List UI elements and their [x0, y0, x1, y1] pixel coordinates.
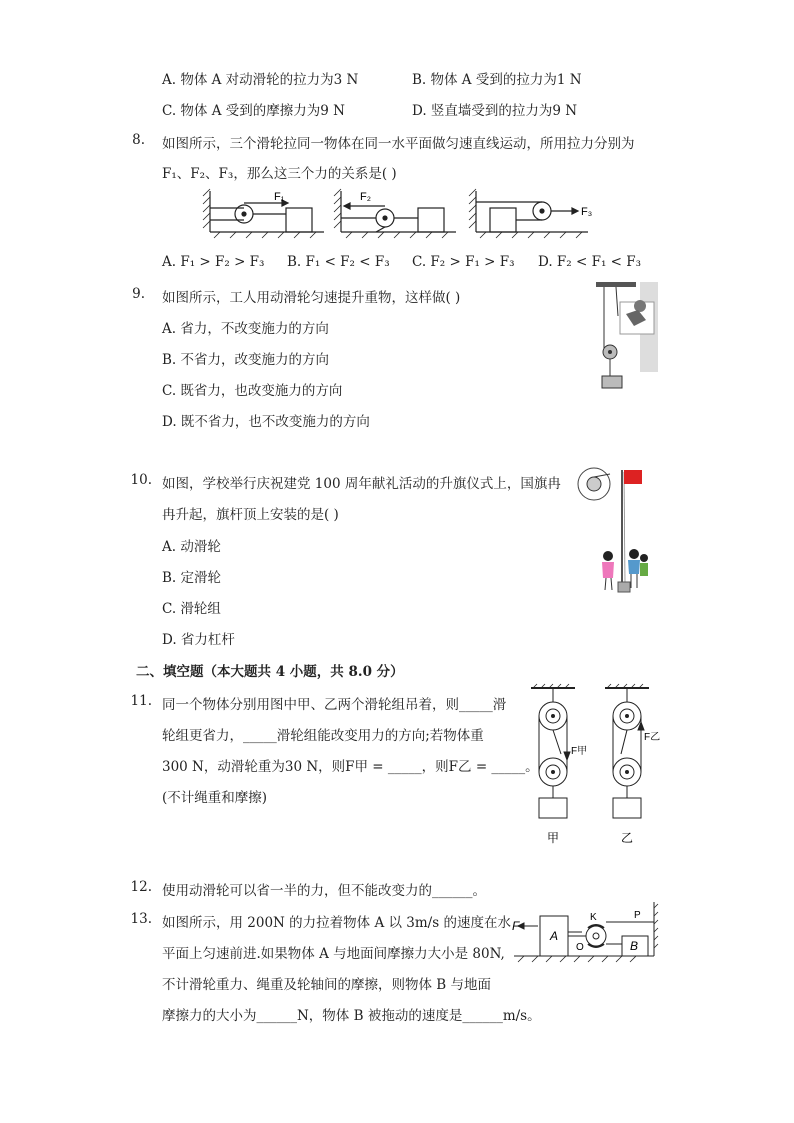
q13-stem-line3: 不计滑轮重力、绳重及轮轴间的摩擦，则物体 B 与地面 — [162, 977, 492, 993]
q11-stem-line3: 300 N，动滑轮重为30 N，则F甲 = _____，则F乙 = _____。 — [162, 759, 539, 775]
q11-stem-line4: (不计绳重和摩擦) — [162, 790, 268, 806]
q11-number: 11. — [130, 693, 152, 709]
q8-fig-label-f2: F₂ — [360, 191, 371, 203]
q13-stem-line2: 平面上匀速前进.如果物体 A 与地面间摩擦力大小是 80N, — [162, 946, 505, 962]
q10-flagpole-figure — [576, 464, 652, 596]
q8-fig-label-f1: F₁ — [274, 191, 285, 203]
q13-number: 13. — [130, 911, 152, 927]
q9-option-b: B. 不省力，改变施力的方向 — [162, 352, 330, 368]
q13-fig-label-o: O — [576, 942, 584, 953]
q7-option-a: A. 物体 A 对动滑轮的拉力为3 N — [162, 72, 359, 88]
q8-option-d: D. F₂ < F₁ < F₃ — [538, 254, 642, 270]
q10-option-c: C. 滑轮组 — [162, 601, 221, 617]
q9-option-c: C. 既省力，也改变施力的方向 — [162, 383, 343, 399]
q7-option-c: C. 物体 A 受到的摩擦力为9 N — [162, 103, 345, 119]
q13-stem-line1: 如图所示，用 200N 的力拉着物体 A 以 3m/s 的速度在水 — [162, 915, 511, 931]
q13-stem-line4: 摩擦力的大小为______N，物体 B 被拖动的速度是______m/s。 — [162, 1008, 541, 1024]
q11-fig-label-yi: 乙 — [621, 831, 634, 845]
q13-fig-label-k: K — [590, 912, 597, 923]
q10-option-a: A. 动滑轮 — [162, 539, 221, 555]
q13-pulley-figure — [508, 900, 658, 966]
q9-option-d: D. 既不省力，也不改变施力的方向 — [162, 414, 370, 430]
q8-number: 8. — [132, 132, 145, 148]
q11-fig-label-jia: 甲 — [547, 831, 560, 845]
q13-fig-label-b: B — [630, 939, 639, 953]
q10-option-d: D. 省力杠杆 — [162, 632, 235, 648]
q10-number: 10. — [130, 472, 152, 488]
q8-option-c: C. F₂ > F₁ > F₃ — [412, 254, 515, 270]
q11-fig-label-f-jia: F甲 — [571, 746, 588, 757]
q11-stem-line1: 同一个物体分别用图中甲、乙两个滑轮组吊着，则_____滑 — [162, 697, 507, 713]
q9-option-a: A. 省力，不改变施力的方向 — [162, 321, 329, 337]
q10-stem-line1: 如图，学校举行庆祝建党 100 周年献礼活动的升旗仪式上，国旗冉 — [162, 476, 561, 492]
q9-number: 9. — [132, 286, 145, 302]
q8-fig-label-f3: F₃ — [581, 206, 593, 218]
q9-stem: 如图所示，工人用动滑轮匀速提升重物，这样做( ) — [162, 290, 461, 306]
q8-stem-line2: F₁、F₂、F₃，那么这三个力的关系是( ) — [162, 166, 397, 182]
q13-fig-label-f: F — [512, 919, 520, 933]
q8-stem-line1: 如图所示，三个滑轮拉同一物体在同一水平面做匀速直线运动，所用拉力分别为 — [162, 136, 635, 152]
q13-fig-label-p: P — [634, 910, 641, 921]
q11-fig-label-f-yi: F乙 — [644, 732, 661, 743]
q10-stem-line2: 冉升起，旗杆顶上安装的是( ) — [162, 507, 339, 523]
q7-option-b: B. 物体 A 受到的拉力为1 N — [412, 72, 582, 88]
q8-figure — [200, 186, 640, 241]
q10-option-b: B. 定滑轮 — [162, 570, 222, 586]
q11-stem-line2: 轮组更省力，_____滑轮组能改变用力的方向;若物体重 — [162, 728, 484, 744]
q8-option-a: A. F₁ > F₂ > F₃ — [162, 254, 265, 270]
q8-option-b: B. F₁ < F₂ < F₃ — [287, 254, 390, 270]
q7-option-d: D. 竖直墙受到的拉力为9 N — [412, 103, 578, 119]
q9-worker-pulley-figure — [596, 280, 658, 392]
q12-stem: 使用动滑轮可以省一半的力，但不能改变力的______。 — [162, 883, 486, 899]
section-fill-in-title: 二、填空题（本大题共 4 小题，共 8.0 分） — [136, 664, 404, 680]
q11-pulley-figure — [525, 684, 661, 846]
q13-fig-label-a: A — [550, 929, 559, 943]
q12-number: 12. — [130, 879, 152, 895]
